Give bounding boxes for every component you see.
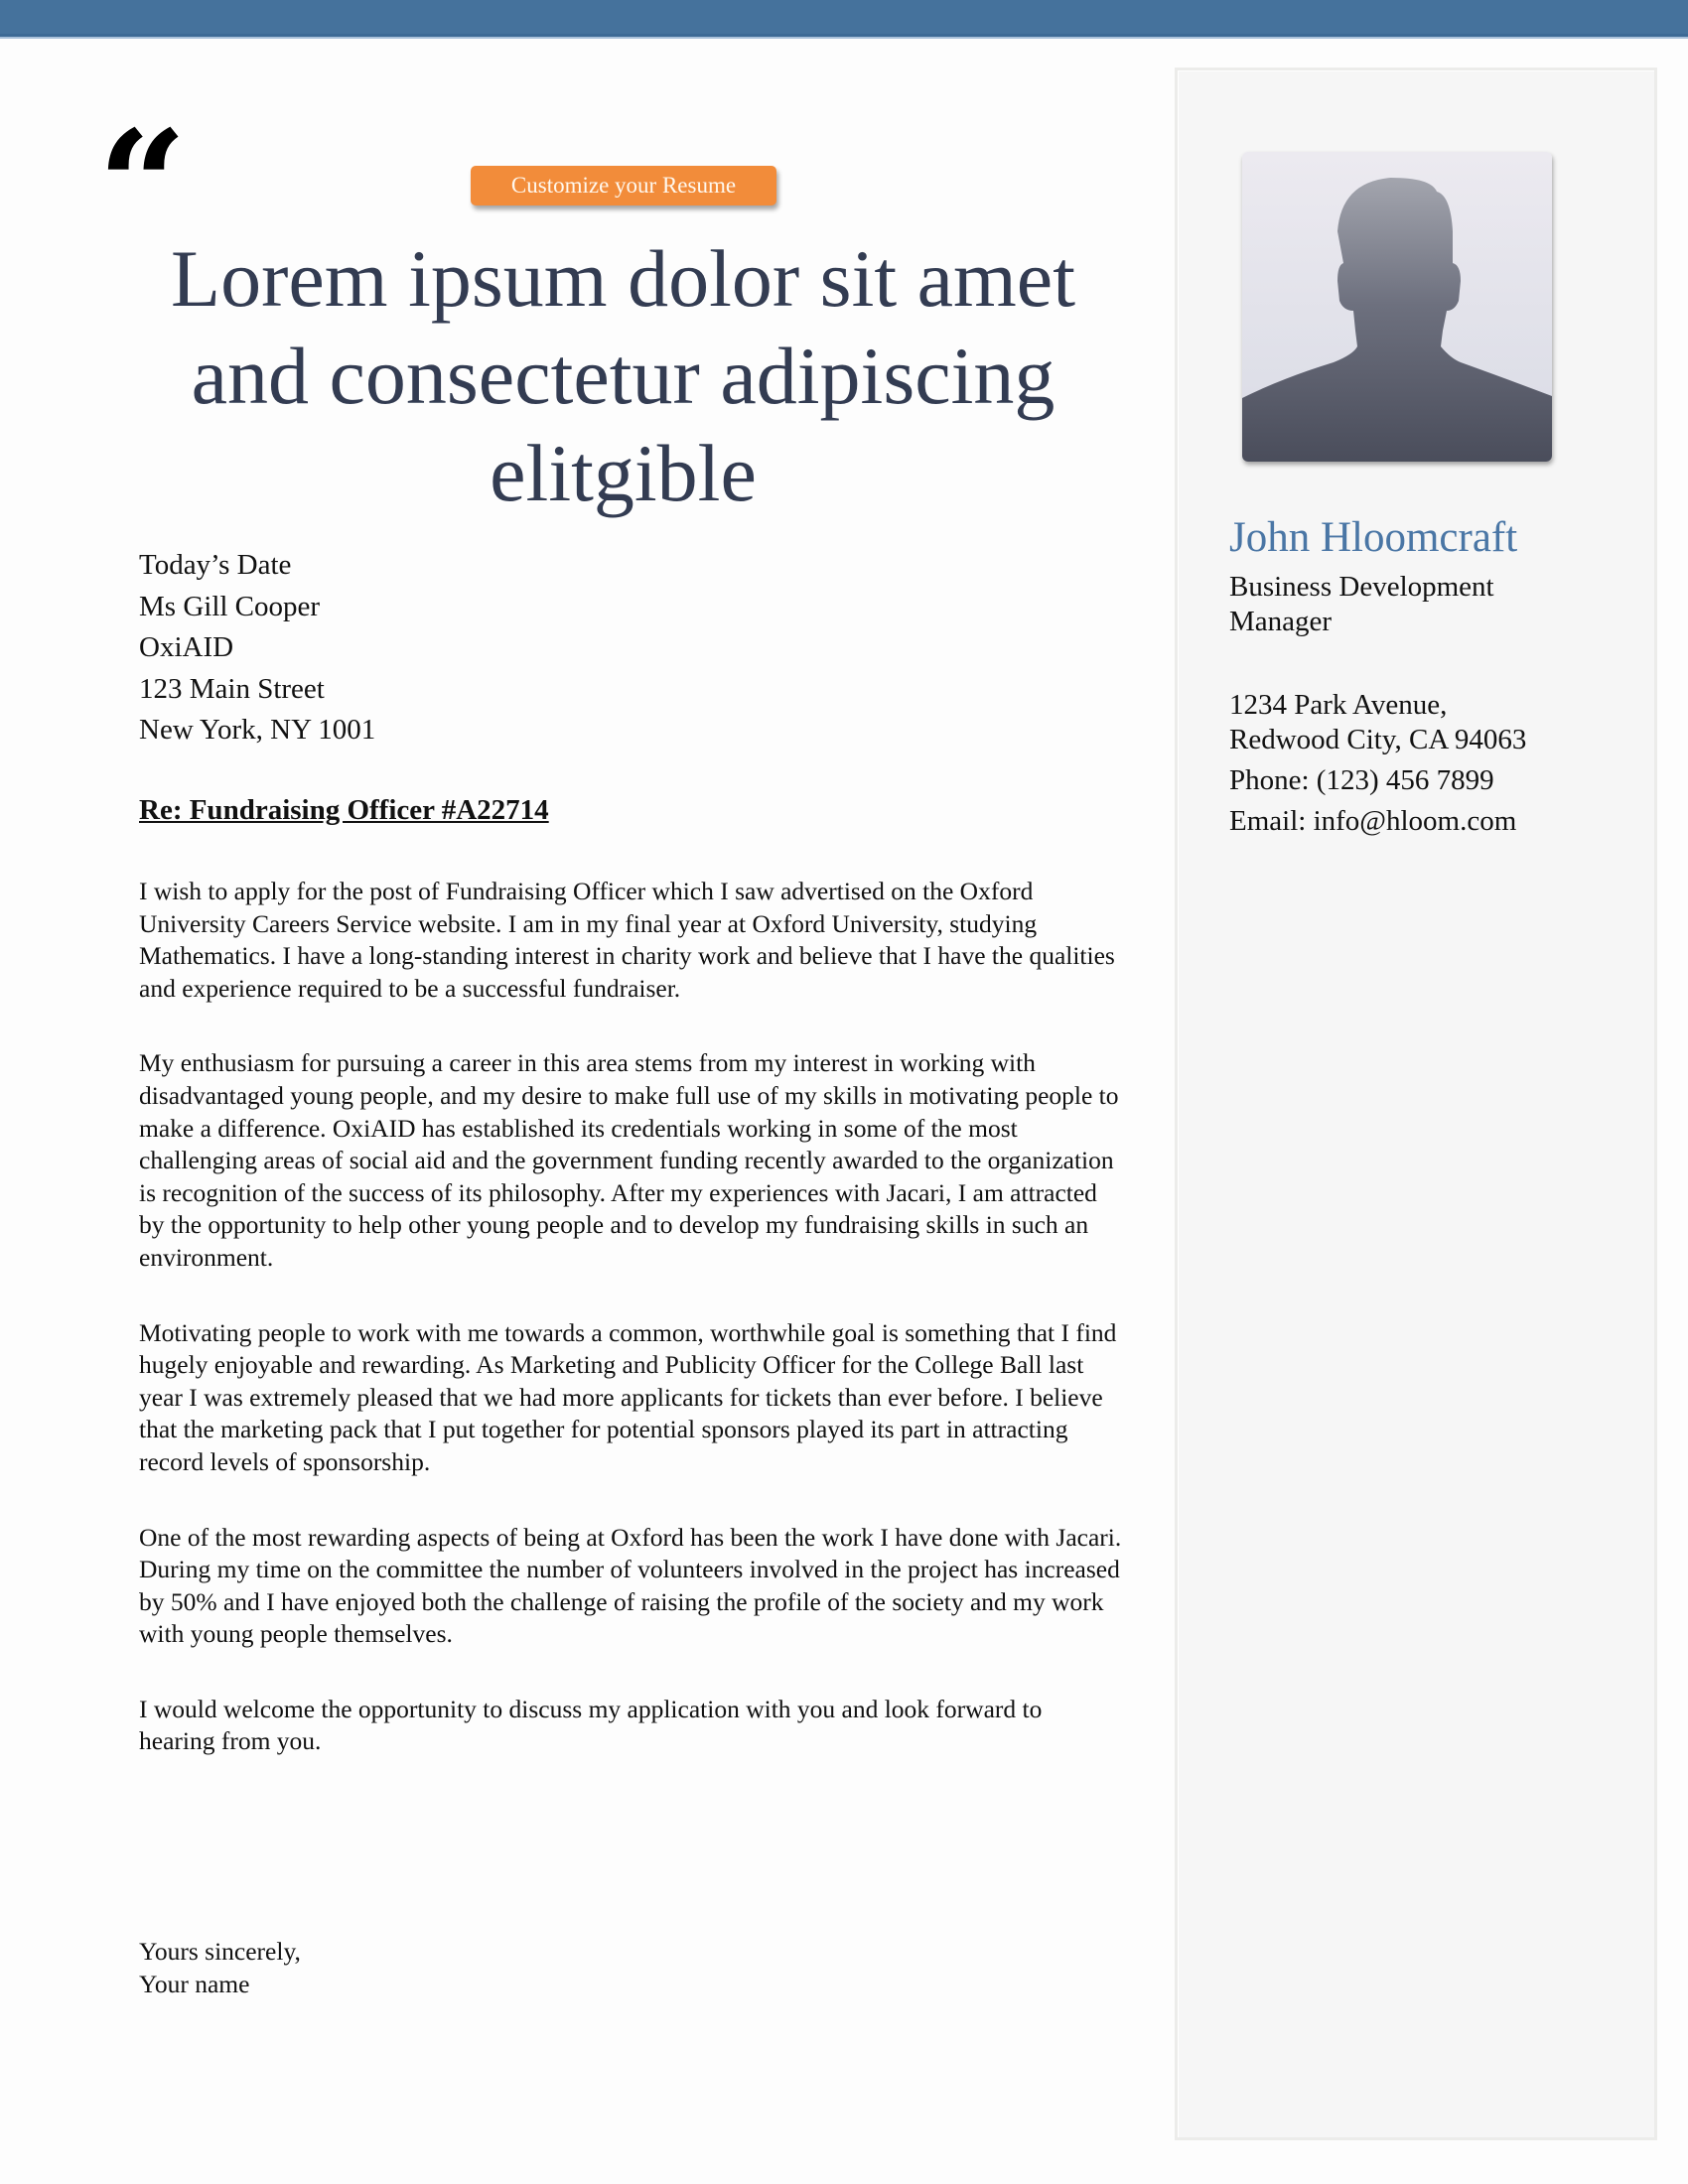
- closing-signature: Your name: [139, 1969, 250, 1998]
- recipient-city: New York, NY 1001: [139, 714, 376, 746]
- letter-date: Today’s Date: [139, 549, 292, 581]
- contact-phone: Phone: (123) 456 7899: [1229, 764, 1494, 796]
- body-paragraph: Motivating people to work with me towards a common, worthwhile goal is something that I find hugely enjoyable and rewarding. As Marketing and Publicity Officer for the College Ball last year I was extremely pleased that we had more applicants for tickets than ever before. I believe that the marketing pack that I put together for potential sponsors played its part in attracting record levels of sponsorship.: [139, 1317, 1117, 1476]
- body-paragraph: My enthusiasm for pursuing a career in this area stems from my interest in working with disadvantaged young people, and my desire to make full use of my skills in motivating people to make a difference. OxiAID has established its credentials working in some of the most challenging areas of social aid and the government funding recently awarded to the organization is recognition of the success of its philosophy. After my experiences with Jacari, I am attracted by the opportunity to help other young people and to develop my fundraising skills in such an environment.: [139, 1048, 1119, 1272]
- recipient-name: Ms Gill Cooper: [139, 590, 321, 622]
- profile-name: John Hloomcraft: [1229, 514, 1518, 561]
- recipient-street: 123 Main Street: [139, 672, 325, 705]
- body-paragraph: I would welcome the opportunity to discuss my application with you and look forward to hearing from you.: [139, 1694, 1043, 1756]
- page-headline: Lorem ipsum dolor sit amet and consectetur adipiscing elitgible: [171, 233, 1075, 518]
- recipient-company: OxiAID: [139, 631, 234, 663]
- customize-resume-button[interactable]: Customize your Resume: [471, 166, 776, 205]
- quote-mark-icon: “: [97, 98, 180, 273]
- body-paragraph: One of the most rewarding aspects of being at Oxford has been the work I have done with Jacari. During my time on the committee the number of volunteers involved in the project has increased by 50% and I have enjoyed both the challenge of raising the profile of the society and my work with young people themselves.: [139, 1522, 1122, 1649]
- recipient-block: [139, 545, 375, 751]
- letter-body: [139, 876, 1122, 1801]
- person-silhouette-icon: [1242, 152, 1552, 462]
- top-banner-bar: [0, 0, 1688, 37]
- avatar: [1242, 152, 1552, 462]
- subject-line: Re: Fundraising Officer #A22714: [139, 794, 549, 826]
- closing-salutation: Yours sincerely,: [139, 1937, 301, 1966]
- closing-block: [139, 1936, 301, 2000]
- contact-address: 1234 Park Avenue, Redwood City, CA 94063: [1229, 689, 1527, 755]
- contact-block: [1229, 688, 1557, 845]
- profile-job-title: Business Development Manager: [1229, 571, 1494, 637]
- body-paragraph: I wish to apply for the post of Fundraising Officer which I saw advertised on the Oxford University Careers Service website. I am in my final year at Oxford University, studying Mathematics. I have a long-standing interest in charity work and believe that I have the qualities and experience required to be a successful fundraiser.: [139, 877, 1115, 1003]
- contact-email[interactable]: Email: info@hloom.com: [1229, 805, 1517, 837]
